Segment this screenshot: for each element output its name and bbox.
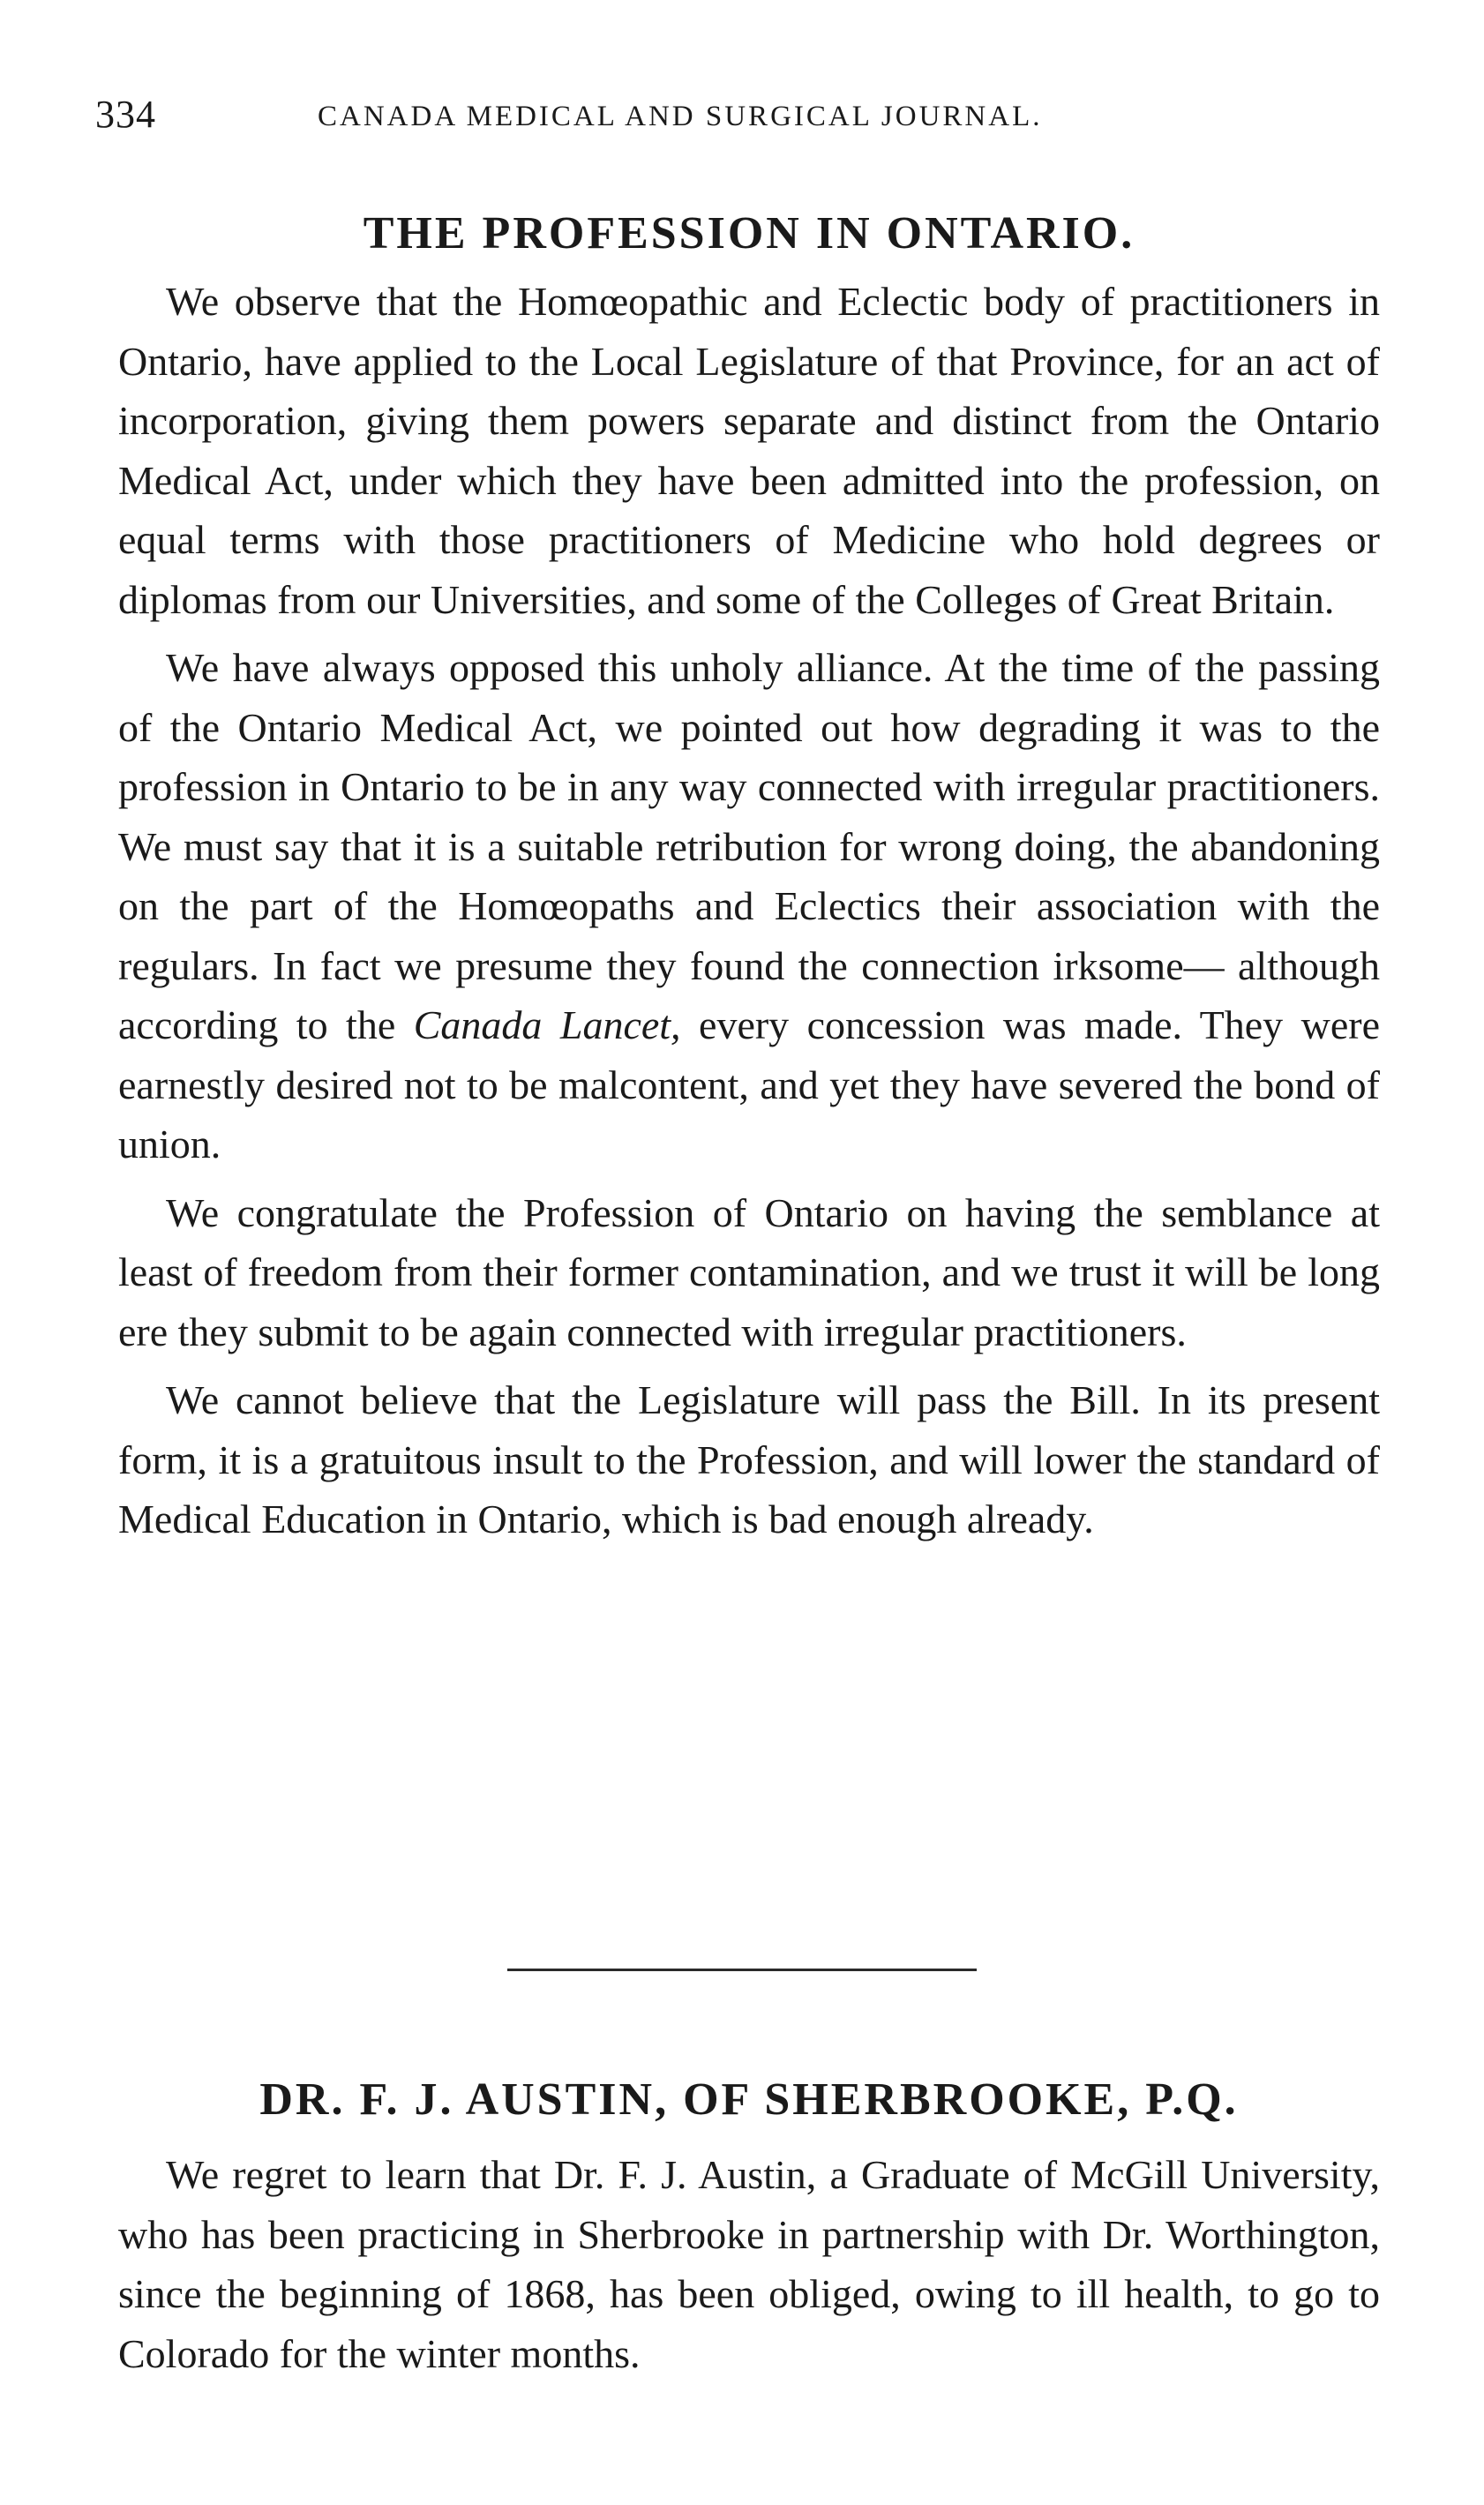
paragraph-text: We have always opposed this unholy alliance. At the time of the passing of the Ontario Medical Act, we pointed out how degrading it was to the profession in Ontario to be in any way connected with irregular practitioners. We must say that it is a suitable retribution for wrong doing, the abandoning on the part of the Homœopaths and Eclectics their association with the regulars. In fact we presume they found the connection irksome— although according to the: [118, 645, 1380, 1047]
article-dr-austin: [118, 2071, 1380, 2383]
article-title: DR. F. J. AUSTIN, OF SHERBROOKE, P.Q.: [259, 2074, 1239, 2125]
article-profession-in-ontario: [118, 205, 1380, 1549]
paragraph: We congratulate the Profession of Ontario on having the semblance at least of freedom from their former contamination, and we trust it will be long ere they submit to be again connected with irregular practitioners.: [118, 1189, 1380, 1354]
article-title: THE PROFESSION IN ONTARIO.: [363, 208, 1135, 259]
paragraph-text-continued: every concession was made. They were earnestly desired not to be malcontent, and yet they have severed the bond of union.: [118, 1002, 1381, 1166]
page-number: 334: [95, 93, 156, 136]
paragraph: We observe that the Homœopathic and Eclectic body of practitioners in Ontario, have applied to the Local Legislature of that Province, for an act of incorporation, giving them powers separate and distinct from the Ontario Medical Act, under which they have been admitted into the profession, on equal terms with those practitioners of Medicine who hold degrees or diplomas from our Universities, and some of the Colleges of Great Britain.: [118, 279, 1380, 622]
paragraph: [118, 638, 1380, 1174]
paragraph: We regret to learn that Dr. F. J. Austin, a Graduate of McGill University, who has been practicing in Sherbrooke in partnership with Dr. Worthington, since the beginning of 1868, has been obliged, owing to ill health, to go to Colorado for the winter months.: [118, 2152, 1380, 2376]
running-head: CANADA MEDICAL AND SURGICAL JOURNAL.: [318, 101, 1043, 132]
page-header: [95, 85, 1383, 155]
section-divider: [507, 1969, 977, 1971]
journal-title-italic: Canada Lancet,: [413, 1002, 681, 1047]
paragraph: We cannot believe that the Legislature will pass the Bill. In its present form, it is a gratuitous insult to the Profession, and will lower the standard of Medical Education in Ontario, which is bad enough already.: [118, 1377, 1380, 1541]
